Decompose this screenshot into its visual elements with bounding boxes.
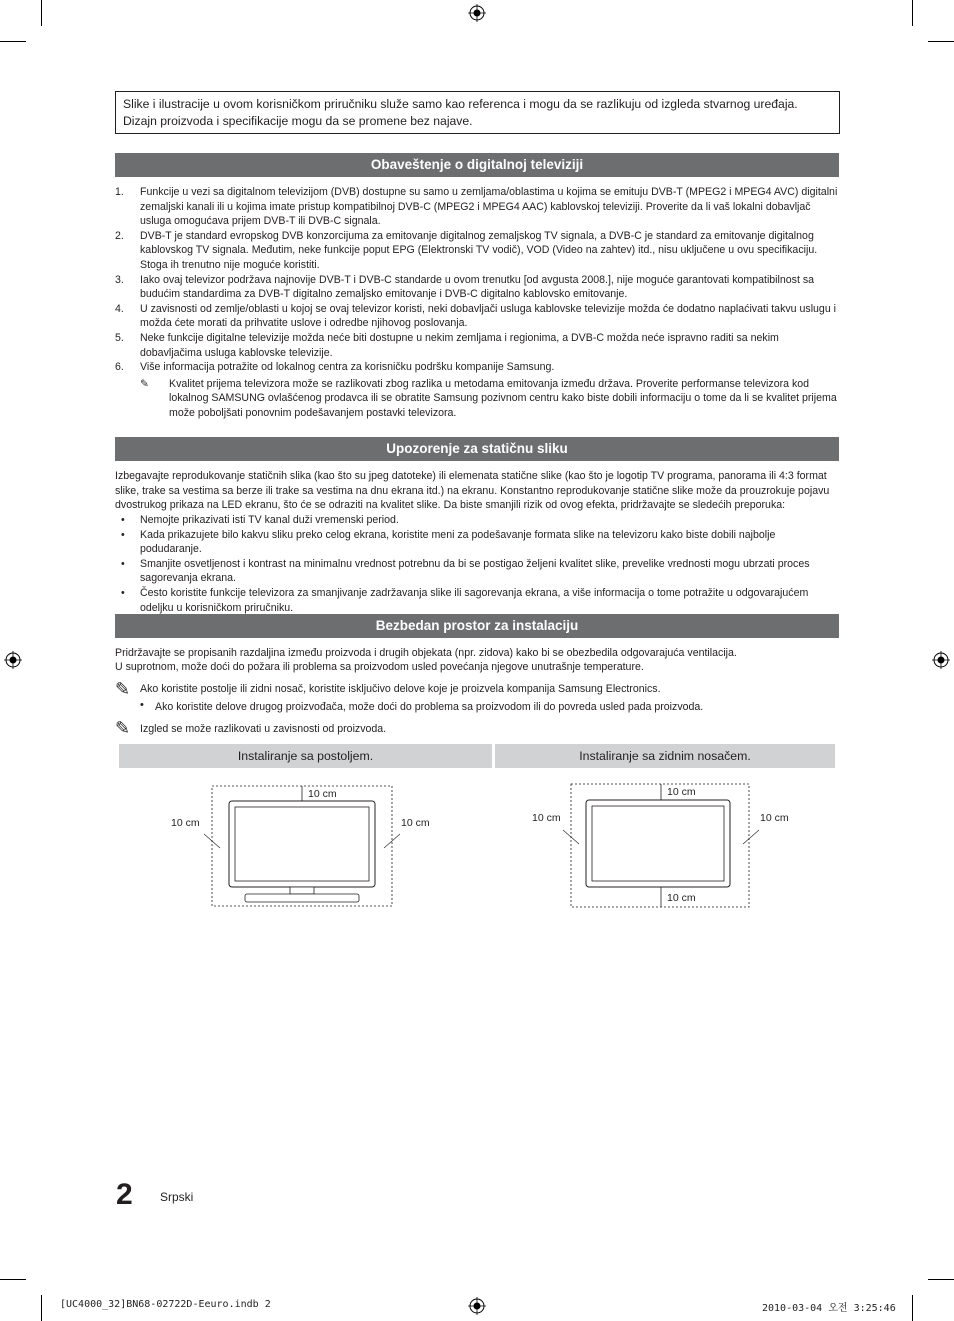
install-intro-2: U suprotnom, može doći do požara ili problema sa proizvodom usled povećanja njegove unutrašnje temperature. xyxy=(115,661,644,673)
registration-mark-icon xyxy=(468,1297,486,1315)
pencil-memo-icon: ✎ xyxy=(115,718,131,738)
still-image-bullets xyxy=(115,513,839,615)
distance-label-bottom: 10 cm xyxy=(667,892,696,904)
list-item: • Kada prikazujete bilo kakvu sliku preko celog ekrana, koristite meni za podešavanje formata slike na televizoru kako biste dobili najbolje podudaranje. xyxy=(121,528,776,556)
section-title-install-space: Bezbedan prostor za instalaciju xyxy=(115,614,839,638)
print-slug-date: 2010-03-04 오전 3:25:46 xyxy=(762,1303,896,1314)
distance-label-top: 10 cm xyxy=(308,788,337,800)
pencil-memo-icon: ✎ xyxy=(140,377,149,390)
list-item: 3. Iako ovaj televizor podržava najnovije DVB-T i DVB-C standarde u ovom trenutku [od avgusta 2008.], nije moguće garantovati kompatibilnost sa budućim standardima za DVB-T digitalno zemaljsko emitovanje i DVB-C digitalno kablovsko emitovanje. xyxy=(115,273,815,301)
wall-install-diagram xyxy=(530,780,820,910)
section-title-still-image: Upozorenje za statičnu sliku xyxy=(115,437,839,461)
crop-mark xyxy=(912,1295,913,1321)
install-intro-1: Pridržavajte se propisanih razdaljina između proizvoda i drugih objekata (npr. zidova) kako bi se obezbedila odgovarajuća ventilacija. xyxy=(115,647,737,659)
list-item: • Često koristite funkcije televizora za smanjivanje zadržavanja slike ili sagorevanja ekrana, a više informacija o tome potražite u odgovarajućem odeljku u korisničkom priručniku. xyxy=(121,586,809,614)
still-image-intro: Izbegavajte reprodukovanje statičnih slika (kao što su jpeg datoteke) ili elemenata statične slike (kao što je logotip TV programa, panorama ili 4:3 format slike, trake sa vestima sa berze ili trake sa vestima na dnu ekrana itd.) na ekranu. Konstantno reprodukovanje statične slike može da prouzrokuje pojavu dvostrukog prikaza na LED ekranu, što će se odraziti na kvalitet slike. Da biste smanjili rizik od ovog efekta, pridržavajte se sledećih preporuka: xyxy=(115,470,830,512)
distance-label-right: 10 cm xyxy=(401,817,430,829)
list-item: 5. Neke funkcije digitalne televizije možda neće biti dostupne u nekim zemljama i regionima, a DVB-C možda neće ispravno raditi sa nekim dobavljačima usluga kablovske televizije. xyxy=(115,331,779,359)
list-item: 4. U zavisnosti od zemlje/oblasti u kojoj se ovaj televizor koristi, neki dobavljači usluga kablovske televizije možda će dodatno naplaćivati takvu uslugu i možda ćete morati da prihvatite uslove i odredbe njihovog poslovanja. xyxy=(115,302,837,330)
wall-install-heading: Instaliranje sa zidnim nosačem. xyxy=(495,744,835,768)
crop-mark xyxy=(928,41,954,42)
crop-mark xyxy=(912,0,913,26)
digital-tv-list xyxy=(115,185,839,421)
list-item: 6. Više informacija potražite od lokalnog centra za korisničku podršku kompanije Samsung. ✎ Kvalitet prijema televizora može se razlikovati zbog razlika u metodama emitovanja između država. Proverite performanse televizora kod lokalnog SAMSUNG ovlašćenog prodavca ili se obratite Samsung pozivnom centru kako biste dobili informaciju o tome da li se kvalitet prijema može poboljšati ponovnim podešavanjem postavki televizora. xyxy=(115,360,839,420)
registration-mark-icon xyxy=(468,4,486,22)
language-label: Srpski xyxy=(160,1190,194,1204)
stand-install-heading: Instaliranje sa postoljem. xyxy=(119,744,492,768)
install-memo-1: Ako koristite postolje ili zidni nosač, koristite isključivo delove koje je proizvela kompanija Samsung Electronics. xyxy=(140,683,661,695)
crop-mark xyxy=(928,1279,954,1280)
list-item: 2. DVB-T je standard evropskog DVB konzorcijuma za emitovanje digitalnog zemaljskog TV signala, a DVB-C je standard za emitovanje digitalnog kablovskog TV signala. Međutim, neke funkcije poput EPG (Elektronski TV vodič), VOD (Video na zahtev) itd., nisu uključene u ovu specifikaciju. Stoga ih trenutno nije moguće koristiti. xyxy=(115,229,818,271)
crop-mark xyxy=(41,0,42,26)
install-memo-1-bullet: Ako koristite delove drugog proizvođača, može doći do problema sa proizvodom ili do povreda usled pada proizvoda. xyxy=(155,701,704,713)
list-item: • Smanjite osvetljenost i kontrast na minimalnu vrednost potrebnu da bi se postigao željeni kvalitet slike, prevelike vrednosti mogu ubrzati proces sagorevanja ekrana. xyxy=(121,557,810,585)
memo-note: ✎ Kvalitet prijema televizora može se razlikovati zbog razlika u metodama emitovanja između država. Proverite performanse televizora kod lokalnog SAMSUNG ovlašćenog prodavca ili se obratite Samsung pozivnom centru kako biste dobili informaciju o tome da li se kvalitet prijema može poboljšati ponovnim podešavanjem postavki televizora. xyxy=(140,377,837,419)
crop-mark xyxy=(0,41,26,42)
install-memo-2: Izgled se može razlikovati u zavisnosti od proizvoda. xyxy=(140,723,387,735)
registration-mark-icon xyxy=(4,651,22,669)
page-number: 2 xyxy=(116,1178,133,1211)
pencil-memo-icon: ✎ xyxy=(115,679,131,699)
list-item: • Nemojte prikazivati isti TV kanal duži vremenski period. xyxy=(121,514,399,526)
stand-install-diagram xyxy=(160,780,450,910)
bullet: • xyxy=(140,699,144,711)
distance-label-right: 10 cm xyxy=(760,812,789,824)
registration-mark-icon xyxy=(932,651,950,669)
distance-label-left: 10 cm xyxy=(532,812,561,824)
crop-mark xyxy=(41,1295,42,1321)
disclaimer-box: Slike i ilustracije u ovom korisničkom priručniku služe samo kao referenca i mogu da se razlikuju od izgleda stvarnog uređaja. Dizajn proizvoda i specifikacije mogu da se promene bez najave. xyxy=(115,91,840,134)
distance-label-top: 10 cm xyxy=(667,786,696,798)
distance-label-left: 10 cm xyxy=(171,817,200,829)
list-item: 1. Funkcije u vezi sa digitalnom televizijom (DVB) dostupne su samo u zemljama/oblastima u kojima se emituju DVB-T (MPEG2 i MPEG4 AVC) digitalni zemaljski kanali ili u kojima imate pristup kompatibilnoj DVB-C (MPEG2 i MPEG4 AAC) kablovskoj televiziji. Proverite da li vaš lokalni dobavljač usluga omogućava prijem DVB-T ili DVB-C signala. xyxy=(115,186,838,228)
crop-mark xyxy=(0,1279,26,1280)
print-slug-file: [UC4000_32]BN68-02722D-Eeuro.indb 2 xyxy=(60,1299,271,1310)
section-title-digital-tv: Obaveštenje o digitalnoj televiziji xyxy=(115,153,839,177)
